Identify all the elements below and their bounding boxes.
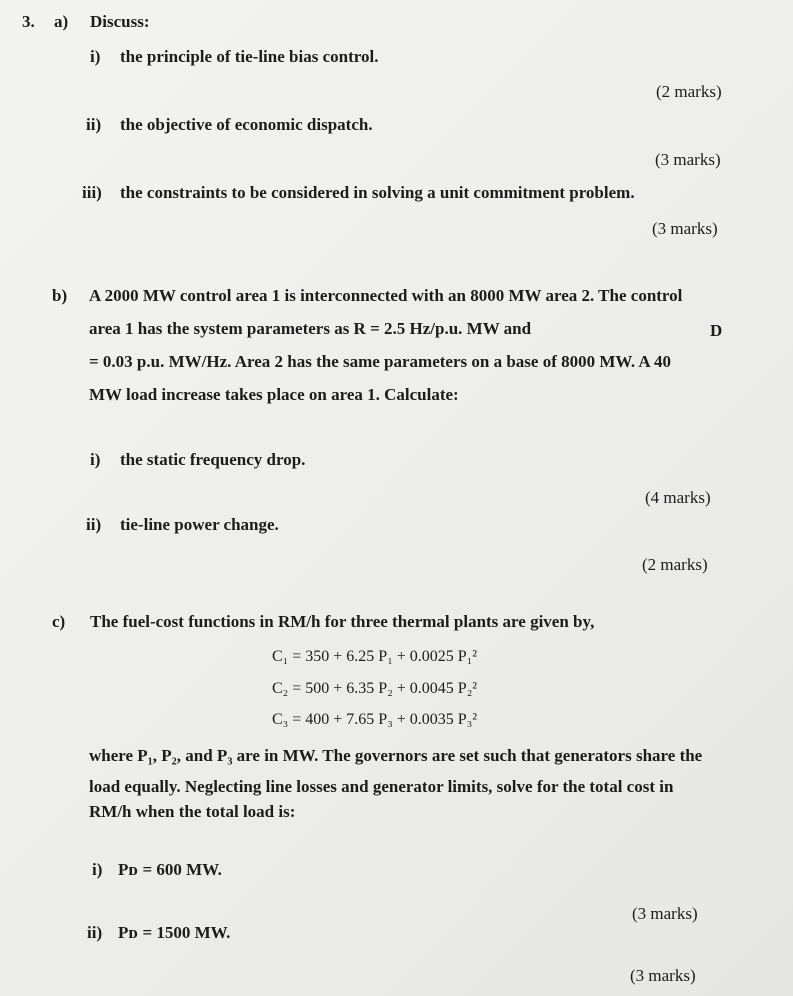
part-c-item-1-num: i) [92, 860, 103, 879]
cost-equation-3: C₃ = 400 + 7.65 P₃ + 0.0035 P₃² [272, 711, 478, 728]
part-a-item-1-text: the principle of tie-line bias control. [120, 47, 379, 66]
part-b-item-2-text: tie-line power change. [120, 515, 279, 534]
part-c-item-2-marks: (3 marks) [630, 966, 696, 985]
part-a-item-2-num: ii) [86, 115, 102, 134]
part-c-item-1-marks: (3 marks) [632, 904, 698, 923]
part-b-item-1-num: i) [90, 450, 101, 469]
cost-equation-2: C₂ = 500 + 6.35 P₂ + 0.0045 P₂² [272, 680, 478, 697]
part-b-item-1-text: the static frequency drop. [120, 450, 306, 469]
part-a-item-3-marks: (3 marks) [652, 219, 718, 238]
part-a-heading: Discuss: [90, 12, 150, 31]
part-c-item-2-num: ii) [87, 923, 103, 942]
part-b-item-2-marks: (2 marks) [642, 555, 708, 574]
part-c-item-1-text: Pᴅ = 600 MW. [118, 860, 222, 879]
part-c-line-2: load equally. Neglecting line losses and generator limits, solve for the total cost in [89, 777, 674, 796]
cost-equation-1: C₁ = 350 + 6.25 P₁ + 0.0025 P₁² [272, 648, 478, 665]
part-b-line-4: MW load increase takes place on area 1. Calculate: [89, 385, 459, 404]
question-number: 3. [22, 12, 35, 31]
part-a-label: a) [54, 12, 69, 31]
part-a-item-3-num: iii) [82, 183, 102, 202]
part-a-item-3-text: the constraints to be considered in solving a unit commitment problem. [120, 183, 635, 202]
part-c-item-2-text: Pᴅ = 1500 MW. [118, 923, 231, 942]
part-b-line-1: A 2000 MW control area 1 is interconnected with an 8000 MW area 2. The control [89, 286, 683, 305]
part-a-item-2-text: the objective of economic dispatch. [120, 115, 373, 134]
part-c-intro: The fuel-cost functions in RM/h for three thermal plants are given by, [90, 612, 595, 631]
part-b-label: b) [52, 286, 68, 305]
part-a-item-1-num: i) [90, 47, 101, 66]
part-c-label: c) [52, 612, 66, 631]
part-b-item-2-num: ii) [86, 515, 102, 534]
part-b-item-1-marks: (4 marks) [645, 488, 711, 507]
part-c-line-1: where P₁, P₂, and P₃ are in MW. The governors are set such that generators share the [89, 746, 703, 765]
part-a-item-2-marks: (3 marks) [655, 150, 721, 169]
part-c-line-3: RM/h when the total load is: [89, 802, 296, 821]
part-b-d-symbol: D [710, 321, 723, 340]
part-a-item-1-marks: (2 marks) [656, 82, 722, 101]
part-b-line-2: area 1 has the system parameters as R = 2.5 Hz/p.u. MW and [89, 319, 532, 338]
part-b-line-3: = 0.03 p.u. MW/Hz. Area 2 has the same parameters on a base of 8000 MW. A 40 [89, 352, 672, 371]
